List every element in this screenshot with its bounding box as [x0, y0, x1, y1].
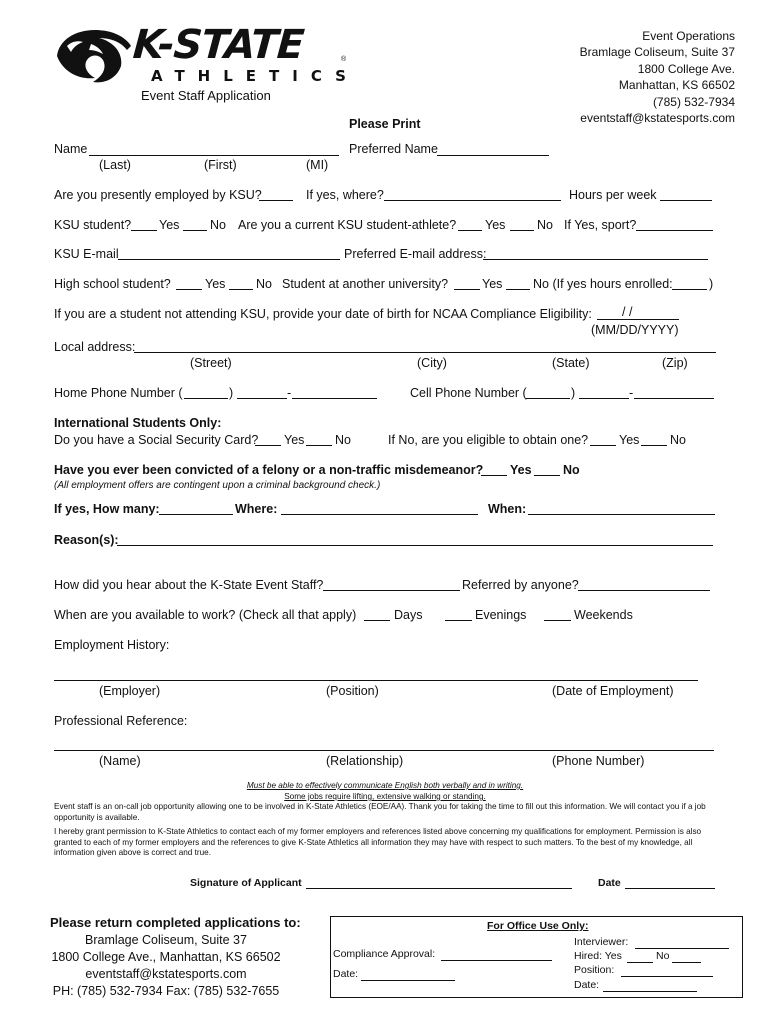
wildcat-icon: [55, 26, 133, 86]
office-position-field[interactable]: [621, 976, 713, 977]
no-label: No: [335, 433, 351, 447]
yes-label: Yes: [284, 433, 305, 447]
signature-field[interactable]: [306, 888, 572, 889]
no-label: No: [537, 218, 553, 232]
mi-caption: (MI): [306, 158, 329, 172]
availability-question: When are you available to work? (Check all that apply): [54, 608, 357, 622]
if-yes-where-label: If yes, where?: [306, 188, 384, 202]
days-field[interactable]: [364, 620, 390, 621]
form-title: Event Staff Application: [141, 88, 271, 103]
cell-phone-prefix-field[interactable]: [579, 398, 629, 399]
signature-date-field[interactable]: [625, 888, 715, 889]
preferred-email-label: Preferred E-mail address:: [344, 247, 487, 261]
address-line: Manhattan, KS 66502: [618, 78, 735, 93]
name-field[interactable]: [89, 155, 339, 156]
when-label: When:: [488, 502, 527, 516]
disclaimer-paragraph: Event staff is an on-call job opportunity allowing one to be involved in K-State Athletics (EOE/AA). Thank you for taking the time to fill out this information. We will contact you if a job opportunity is available.: [54, 802, 706, 822]
employed-question: Are you presently employed by KSU?: [54, 188, 262, 202]
intl-header: International Students Only:: [54, 416, 222, 430]
employer-caption: (Employer): [99, 684, 161, 698]
return-line: eventstaff@kstatesports.com: [85, 967, 247, 981]
registered-mark: ®: [341, 56, 347, 63]
compliance-field[interactable]: [441, 960, 552, 961]
eligible-question: If No, are you eligible to obtain one?: [388, 433, 589, 447]
name-label: Name: [54, 142, 88, 156]
yes-label: Yes: [482, 277, 503, 291]
hired-yes-field[interactable]: [627, 962, 653, 963]
physical-requirement: Some jobs require lifting, extensive walking or standing.: [284, 792, 486, 801]
phone-number-caption: (Phone Number): [552, 754, 645, 768]
athlete-no-field[interactable]: [510, 230, 534, 231]
ksu-student-no-field[interactable]: [183, 230, 207, 231]
office-position-label: Position:: [574, 964, 615, 976]
employment-history-label: Employment History:: [54, 638, 170, 652]
yes-label: Yes: [205, 277, 226, 291]
cell-area-code-field[interactable]: [526, 398, 570, 399]
last-caption: (Last): [99, 158, 131, 172]
date-employment-caption: (Date of Employment): [552, 684, 674, 698]
signature-date-label: Date: [598, 877, 621, 889]
other-univ-yes-field[interactable]: [454, 289, 480, 290]
felony-yes-field[interactable]: [481, 475, 507, 476]
ssn-question: Do you have a Social Security Card?: [54, 433, 259, 447]
weekends-label: Weekends: [574, 608, 633, 622]
home-paren: ): [229, 386, 234, 400]
dob-slashes: / /: [622, 305, 633, 319]
eligible-yes-field[interactable]: [590, 445, 616, 446]
evenings-label: Evenings: [475, 608, 527, 622]
hired-no-field[interactable]: [672, 962, 701, 963]
cell-phone-line-field[interactable]: [634, 398, 714, 399]
return-line: Bramlage Coliseum, Suite 37: [85, 933, 247, 947]
weekends-field[interactable]: [544, 620, 571, 621]
english-requirement: Must be able to effectively communicate English both verbally and in writing.: [246, 781, 524, 790]
preferred-name-field[interactable]: [437, 155, 549, 156]
date-format-caption: (MM/DD/YYYY): [591, 323, 679, 337]
how-many-field[interactable]: [159, 514, 233, 515]
preferred-name-label: Preferred Name: [349, 142, 438, 156]
permission-paragraph: I hereby grant permission to K-State Athletics to contact each of my former employers and references listed above concerning my qualifications for employment. Permission is also granted to each of my former employers and the references to give K-State Athletics all information they may have with respect to such matters. To the best of my knowledge, all information given above is correct and true.: [54, 827, 702, 857]
home-phone-prefix-field[interactable]: [237, 398, 287, 399]
first-caption: (First): [204, 158, 237, 172]
where-label: Where:: [235, 502, 278, 516]
referred-question: Referred by anyone?: [462, 578, 579, 592]
ksu-student-label: KSU student?: [54, 218, 132, 232]
ssn-yes-field[interactable]: [255, 445, 281, 446]
local-address-label: Local address:: [54, 340, 136, 354]
felony-note: (All employment offers are contingent upon a criminal background check.): [54, 480, 381, 491]
position-caption: (Position): [326, 684, 379, 698]
felony-when-field[interactable]: [528, 514, 715, 515]
yes-label: Yes: [510, 463, 532, 477]
no-label: No: [210, 218, 226, 232]
other-univ-no-field[interactable]: [506, 289, 530, 290]
zip-caption: (Zip): [662, 356, 688, 370]
return-address: [46, 932, 286, 1000]
ksu-email-field[interactable]: [118, 259, 340, 260]
yes-label: Yes: [485, 218, 506, 232]
ssn-no-field[interactable]: [306, 445, 332, 446]
hear-field[interactable]: [323, 590, 460, 591]
reference-field[interactable]: [54, 750, 714, 751]
felony-where-field[interactable]: [281, 514, 478, 515]
relationship-caption: (Relationship): [326, 754, 404, 768]
athlete-yes-field[interactable]: [458, 230, 482, 231]
hired-label: Hired: Yes: [574, 950, 622, 962]
logo-subtitle: ATHLETICS: [151, 67, 359, 85]
cell-paren: ): [571, 386, 576, 400]
professional-reference-label: Professional Reference:: [54, 714, 188, 728]
employed-field[interactable]: [259, 200, 293, 201]
if-yes-sport-label: If Yes, sport?: [564, 218, 637, 232]
no-label: No: [256, 277, 272, 291]
office-date2-label: Date:: [574, 979, 600, 991]
signature-label: Signature of Applicant: [190, 877, 302, 889]
dob-field[interactable]: [597, 319, 679, 320]
yes-label: Yes: [159, 218, 180, 232]
high-school-no-field[interactable]: [229, 289, 253, 290]
compliance-label: Compliance Approval:: [333, 948, 436, 960]
state-caption: (State): [552, 356, 590, 370]
student-athlete-question: Are you a current KSU student-athlete?: [238, 218, 457, 232]
office-use-box: [330, 916, 743, 998]
employment-history-field[interactable]: [54, 680, 698, 681]
interviewer-field[interactable]: [635, 948, 729, 949]
return-line: PH: (785) 532-7934 Fax: (785) 532-7655: [52, 984, 280, 998]
office-date2-field[interactable]: [603, 991, 697, 992]
return-heading: Please return completed applications to:: [50, 915, 301, 930]
kstate-logo: [55, 22, 359, 88]
home-phone-label: Home Phone Number (: [54, 386, 183, 400]
evenings-field[interactable]: [445, 620, 472, 621]
employer-where-field[interactable]: [384, 200, 561, 201]
please-print: Please Print: [349, 117, 421, 131]
return-line: 1800 College Ave., Manhattan, KS 66502: [51, 950, 281, 964]
ref-name-caption: (Name): [99, 754, 141, 768]
preferred-email-field[interactable]: [483, 259, 708, 260]
interviewer-label: Interviewer:: [574, 936, 629, 948]
ksu-email-label: KSU E-mail: [54, 247, 119, 261]
hours-per-week-label: Hours per week: [569, 188, 657, 202]
hear-question: How did you hear about the K-State Event Staff?: [54, 578, 324, 592]
home-area-code-field[interactable]: [184, 398, 228, 399]
reasons-label: Reason(s):: [54, 533, 119, 547]
hours-per-week-field[interactable]: [660, 200, 712, 201]
street-caption: (Street): [190, 356, 232, 370]
eligible-no-field[interactable]: [641, 445, 667, 446]
how-many-label: If yes, How many:: [54, 502, 160, 516]
no-label: No: [563, 463, 580, 477]
city-caption: (City): [417, 356, 447, 370]
another-university-label: Student at another university?: [282, 277, 449, 291]
no-label: No: [670, 433, 686, 447]
hired-no-label: No: [656, 950, 670, 962]
ksu-student-yes-field[interactable]: [131, 230, 157, 231]
felony-no-field[interactable]: [534, 475, 560, 476]
office-date-label: Date:: [333, 968, 359, 980]
hours-enrolled-label: No (If yes hours enrolled:: [533, 277, 673, 291]
office-use-heading: For Office Use Only:: [487, 920, 589, 932]
felony-question: Have you ever been convicted of a felony or a non-traffic misdemeanor?: [54, 463, 484, 477]
close-paren: ): [709, 277, 714, 291]
address-line: Event Operations: [642, 29, 735, 43]
logo-wordmark: K-STATE: [131, 22, 305, 68]
reasons-field[interactable]: [117, 545, 713, 546]
header-address: [580, 28, 735, 126]
high-school-label: High school student?: [54, 277, 171, 291]
home-phone-dash: -: [287, 386, 292, 400]
cell-phone-label: Cell Phone Number (: [410, 386, 527, 400]
address-line: Bramlage Coliseum, Suite 37: [579, 45, 735, 60]
address-line: (785) 532-7934: [652, 94, 735, 109]
address-line: eventstaff@kstatesports.com: [580, 111, 735, 126]
hours-enrolled-field[interactable]: [672, 289, 707, 290]
high-school-yes-field[interactable]: [176, 289, 202, 290]
home-phone-line-field[interactable]: [292, 398, 377, 399]
referred-field[interactable]: [578, 590, 710, 591]
yes-label: Yes: [619, 433, 640, 447]
local-address-field[interactable]: [134, 352, 716, 353]
days-label: Days: [394, 608, 423, 622]
office-date-field[interactable]: [361, 980, 455, 981]
sport-field[interactable]: [636, 230, 713, 231]
cell-phone-dash: -: [629, 386, 634, 400]
address-line: 1800 College Ave.: [637, 61, 735, 76]
dob-question: If you are a student not attending KSU, provide your date of birth for NCAA Compliance Eligibility:: [54, 307, 592, 321]
